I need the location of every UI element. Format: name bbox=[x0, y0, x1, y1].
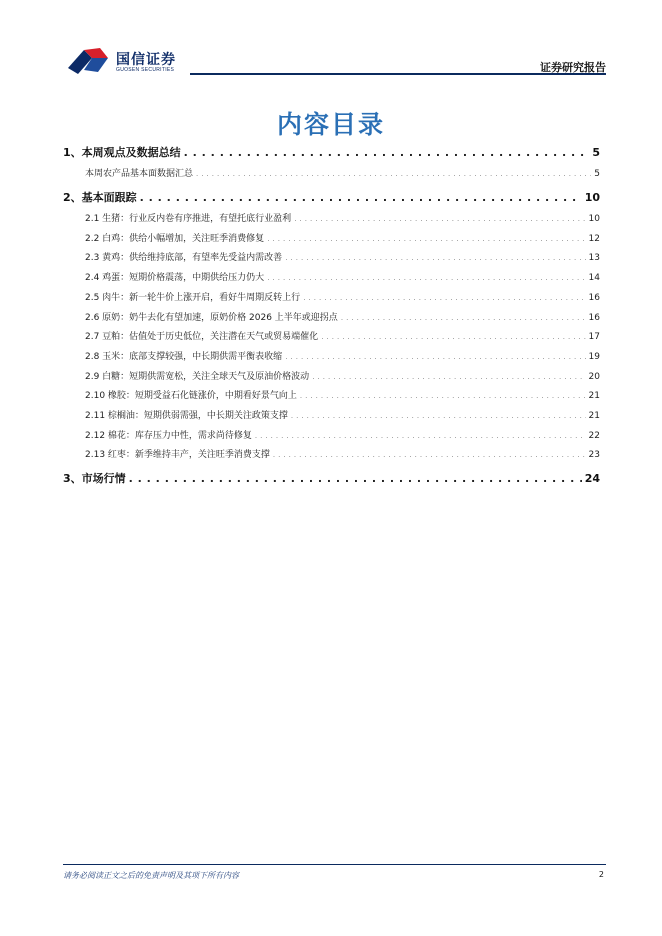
toc-entry-page: 21 bbox=[588, 391, 600, 402]
report-type-label: 证券研究报告 bbox=[540, 61, 606, 74]
toc-title: 内容目录 bbox=[276, 110, 385, 139]
page-header bbox=[0, 0, 662, 80]
toc-dot-leader bbox=[312, 373, 585, 381]
toc-entry-page: 5 bbox=[592, 146, 600, 159]
toc-entry-page: 23 bbox=[588, 450, 600, 461]
toc-dot-leader bbox=[140, 191, 582, 204]
toc-dot-leader bbox=[129, 472, 582, 485]
toc-entry-page: 22 bbox=[588, 430, 600, 441]
toc-entry-page: 16 bbox=[588, 292, 600, 303]
toc-dot-leader bbox=[300, 392, 586, 400]
toc-entry-label: 2.10 橡胶：短期受益石化链涨价，中期看好景气向上 bbox=[85, 391, 297, 402]
toc-entry-label: 本周农产品基本面数据汇总 bbox=[85, 169, 194, 179]
toc-entry-label: 2.7 豆粕：估值处于历史低位，关注潜在天气或贸易端催化 bbox=[85, 332, 319, 343]
toc-entry-page: 17 bbox=[588, 332, 600, 343]
toc-subsection-entry[interactable] bbox=[85, 349, 600, 362]
toc-entry-page: 5 bbox=[594, 169, 600, 179]
toc-subsection-entry[interactable] bbox=[85, 388, 600, 401]
toc-entry-page: 12 bbox=[588, 233, 600, 244]
toc-entry-page: 10 bbox=[588, 214, 600, 224]
toc-entry-label: 2.1 生猪：行业反内卷有序推进，有望托底行业盈利 bbox=[85, 214, 292, 224]
toc-entry-page: 20 bbox=[588, 371, 600, 382]
toc-dot-leader bbox=[273, 451, 586, 459]
toc-section-entry[interactable] bbox=[63, 144, 600, 160]
toc-entry-page: 10 bbox=[584, 191, 600, 204]
toc-entry-label: 2、基本面跟踪 bbox=[63, 191, 137, 204]
toc-dot-leader bbox=[285, 254, 585, 262]
logo-mark-icon bbox=[66, 46, 112, 76]
toc-entry-label: 2.3 黄鸡：供给维持底部，有望率先受益内需改善 bbox=[85, 253, 283, 264]
toc-section-entry[interactable] bbox=[63, 470, 600, 486]
toc-subsection-entry[interactable] bbox=[85, 310, 600, 323]
toc-dot-leader bbox=[303, 294, 585, 302]
toc-entry-label: 2.2 白鸡：供给小幅增加，关注旺季消费修复 bbox=[85, 233, 265, 244]
disclaimer-text: 请务必阅读正文之后的免责声明及其项下所有内容 bbox=[63, 871, 239, 880]
toc-entry-label: 2.13 红枣：新季维持丰产，关注旺季消费支撑 bbox=[85, 450, 270, 461]
toc-entry-label: 1、本周观点及数据总结 bbox=[63, 146, 181, 159]
toc-dot-leader bbox=[341, 314, 586, 322]
toc-dot-leader bbox=[267, 274, 585, 282]
header-divider bbox=[190, 73, 606, 75]
toc-dot-leader bbox=[196, 170, 591, 178]
toc-dot-leader bbox=[267, 235, 585, 243]
toc-dot-leader bbox=[255, 432, 586, 440]
toc-subsection-entry[interactable] bbox=[85, 231, 600, 244]
toc-dot-leader bbox=[321, 333, 585, 341]
toc-entry-label: 2.6 原奶：奶牛去化有望加速，原奶价格 2026 上半年或迎拐点 bbox=[85, 312, 338, 323]
toc-subsection-entry[interactable] bbox=[85, 408, 600, 421]
toc-subsection-entry[interactable] bbox=[85, 211, 600, 224]
toc-dot-leader bbox=[291, 412, 586, 420]
toc-entry-label: 2.11 棕榈油：短期供弱需强，中长期关注政策支撑 bbox=[85, 411, 288, 421]
toc-entry-label: 2.9 白糖：短期供需宽松，关注全球天气及原油价格波动 bbox=[85, 371, 310, 382]
page-number: 2 bbox=[598, 870, 604, 879]
company-logo bbox=[66, 46, 186, 78]
toc-entry-page: 14 bbox=[588, 273, 600, 284]
toc-subsection-entry[interactable] bbox=[85, 290, 600, 303]
toc-dot-leader bbox=[285, 353, 585, 361]
toc-subsection-entry[interactable] bbox=[85, 270, 600, 283]
toc-entry-page: 16 bbox=[588, 312, 600, 323]
logo-chinese-name: 国信证券 bbox=[116, 52, 176, 68]
toc-entry-page: 19 bbox=[588, 351, 600, 362]
toc-entry-page: 13 bbox=[588, 253, 600, 264]
footer-divider bbox=[63, 864, 606, 865]
toc-subsection-entry[interactable] bbox=[85, 250, 600, 263]
toc-subsection-entry[interactable] bbox=[85, 428, 600, 441]
toc-entry-label: 2.5 肉牛：新一轮牛价上涨开启，看好牛周期反转上行 bbox=[85, 292, 301, 303]
toc-dot-leader bbox=[294, 215, 585, 223]
toc-entry-label: 3、市场行情 bbox=[63, 472, 126, 486]
toc-subsection-entry[interactable] bbox=[85, 329, 600, 342]
toc-subsection-entry[interactable] bbox=[85, 447, 600, 460]
toc-entry-label: 2.8 玉米：底部支撑较强，中长期供需平衡表收缩 bbox=[85, 351, 283, 362]
toc-subsection-entry[interactable] bbox=[85, 166, 600, 179]
toc-subsection-entry[interactable] bbox=[85, 369, 600, 382]
toc-entry-page: 21 bbox=[588, 411, 600, 421]
logo-english-name: GUOSEN SECURITIES bbox=[116, 67, 175, 73]
toc-entry-page: 24 bbox=[584, 472, 600, 486]
toc-entry-label: 2.12 棉花：库存压力中性，需求尚待修复 bbox=[85, 430, 252, 441]
toc-dot-leader bbox=[184, 146, 590, 159]
toc-section-entry[interactable] bbox=[63, 189, 600, 205]
toc-entry-label: 2.4 鸡蛋：短期价格震荡，中期供给压力仍大 bbox=[85, 273, 265, 284]
